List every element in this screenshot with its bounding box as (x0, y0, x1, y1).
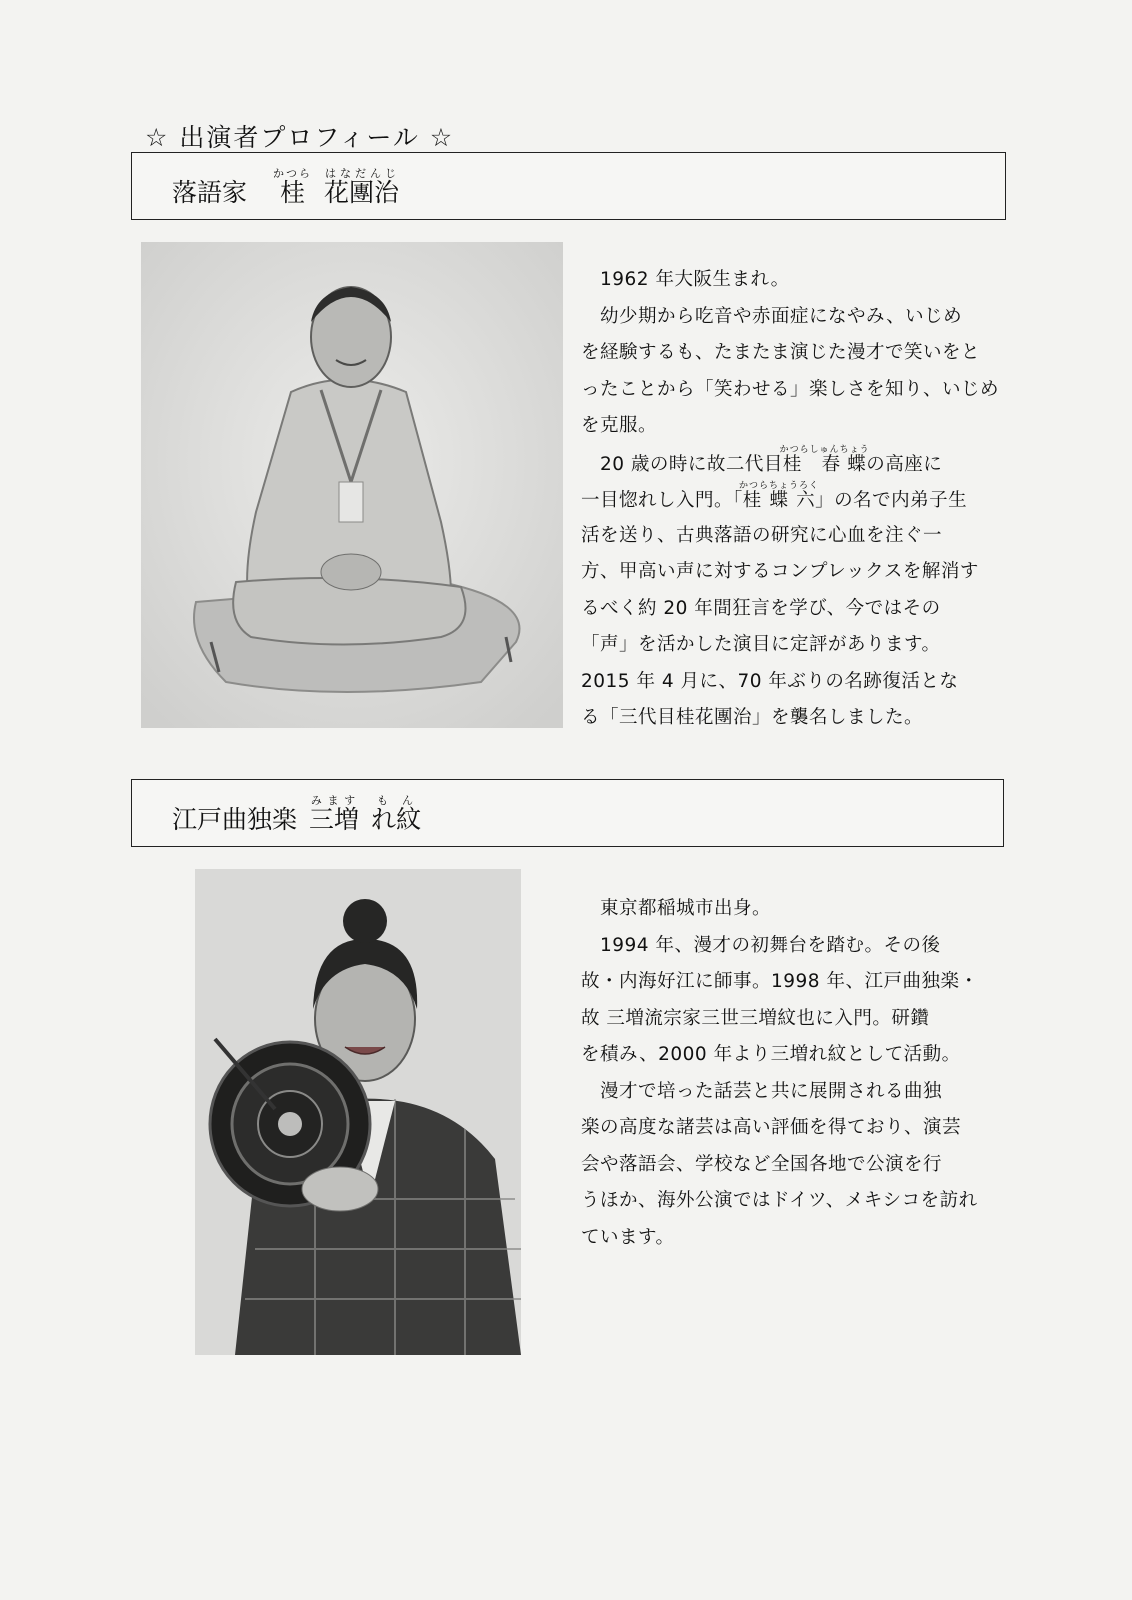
ruby-word: 桂 春蝶かつらしゅんちょう (779, 444, 870, 475)
performer-name-box-2 (131, 779, 1004, 847)
ruby-word: 桂蝶六かつらちょうろく (738, 481, 819, 511)
performer-name-box-1 (131, 152, 1006, 220)
performer-photo-2 (195, 869, 521, 1355)
performer-role: 落語家 (172, 178, 248, 207)
page-title: ☆ 出演者プロフィール ☆ (145, 123, 455, 152)
performer-role: 江戸曲独楽 (172, 805, 298, 834)
performer-bio-1: 1962 年大阪生まれ。 幼少期から吃音や赤面症になやみ、いじめ を経験するも、たまたま演じた漫才で笑いをと ったことから「笑わせる」楽しさを知り、いじめ を克服。 20 歳の時に故二代目桂 春蝶かつらしゅんちょうの高座に 一目惚れし入門。「桂蝶六かつらちょうろく」の名で内弟子生 活を送り、古典落語の研究に心血を注ぐ一 方、甲高い声に対するコンプレックスを解消す るべく約 20 年間狂言を学び、今ではその 「声」を活かした演目に定評があります。 2015 年 4 月に、70 年ぶりの名跡復活とな る「三代目桂花團治」を襲名しました。 (581, 269, 1000, 728)
performer-given-name: れ紋もん (371, 794, 422, 834)
performer-photo-1 (141, 242, 563, 728)
performer-bio-2: 東京都稲城市出身。 1994 年、漫才の初舞台を踏む。その後 故・内海好江に師事。1998 年、江戸曲独楽・ 故 三増流宗家三世三増紋也に入門。研鑽 を積み、2000 年より三増れ紋として活動。 漫才で培った話芸と共に展開される曲独 楽の高度な諸芸は高い評価を得ており、演芸 会や落語会、学校など全国各地で公演を行 うほか、海外公演ではドイツ、メキシコを訪れ ています。 (581, 898, 979, 1248)
performer-surname: 桂かつら (273, 167, 313, 207)
performer-given-name: 花團治はなだんじ (324, 167, 400, 207)
performer-surname: 三増みます (309, 794, 360, 834)
